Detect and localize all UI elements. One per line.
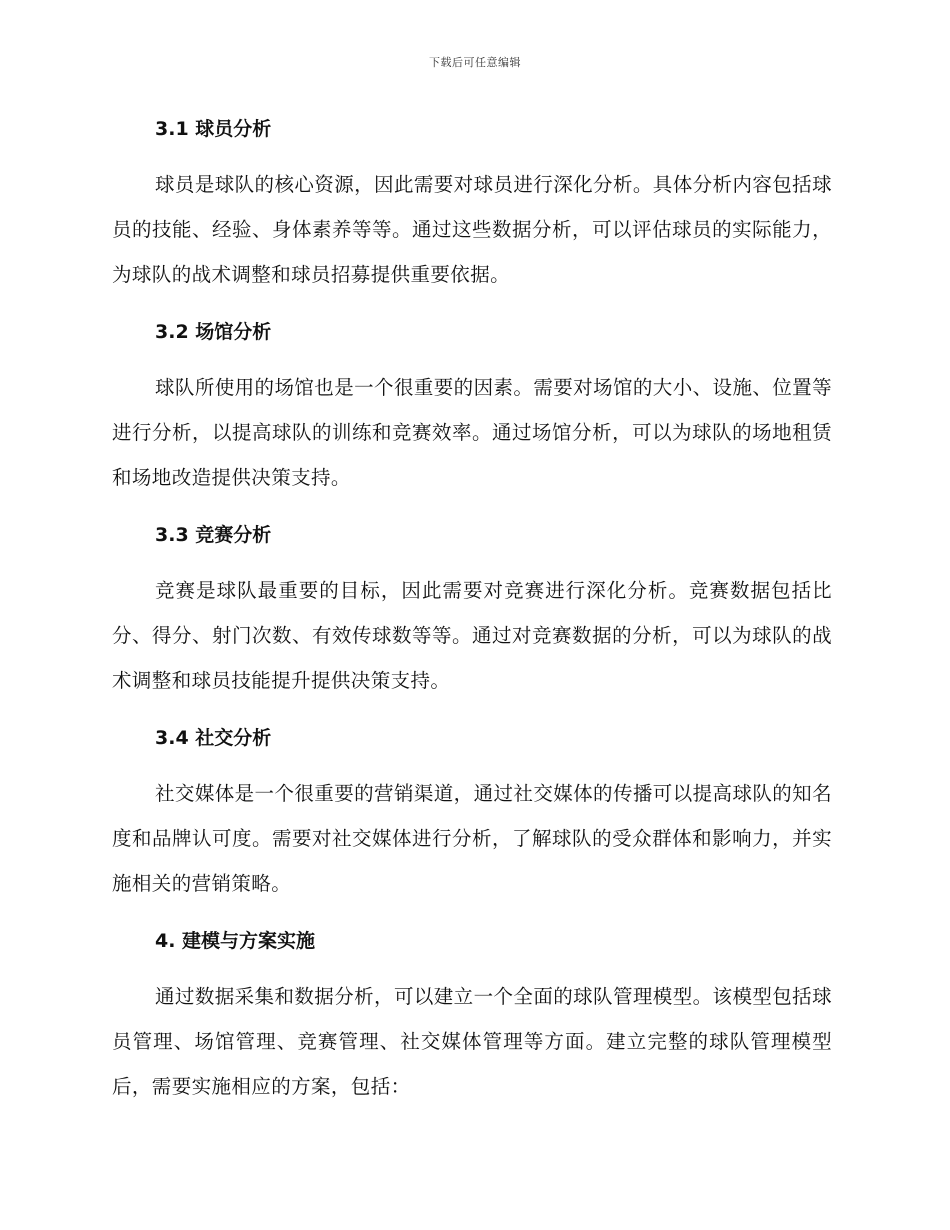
section-3-1 (112, 112, 832, 297)
document-body (112, 112, 832, 1109)
section-heading: 3.4 社交分析 (155, 727, 272, 749)
section-paragraph: 社交媒体是一个很重要的营销渠道，通过社交媒体的传播可以提高球队的知名度和品牌认可度。需要对社交媒体进行分析，了解球队的受众群体和影响力，并实施相关的营销策略。 (112, 782, 832, 895)
section-paragraph: 球队所使用的场馆也是一个很重要的因素。需要对场馆的大小、设施、位置等进行分析，以提高球队的训练和竞赛效率。通过场馆分析，可以为球队的场地租赁和场地改造提供决策支持。 (112, 376, 832, 489)
section-heading: 3.3 竞赛分析 (155, 524, 272, 546)
section-heading: 4. 建模与方案实施 (155, 930, 316, 952)
section-heading: 3.2 场馆分析 (155, 321, 272, 343)
section-heading: 3.1 球员分析 (155, 118, 272, 140)
section-3-4 (112, 721, 832, 906)
section-paragraph: 竞赛是球队最重要的目标，因此需要对竞赛进行深化分析。竞赛数据包括比分、得分、射门次数、有效传球数等等。通过对竞赛数据的分析，可以为球队的战术调整和球员技能提升提供决策支持。 (112, 579, 832, 692)
section-paragraph: 通过数据采集和数据分析，可以建立一个全面的球队管理模型。该模型包括球员管理、场馆管理、竞赛管理、社交媒体管理等方面。建立完整的球队管理模型后，需要实施相应的方案，包括： (112, 985, 832, 1098)
section-3-2 (112, 315, 832, 500)
section-3-3 (112, 518, 832, 703)
section-4 (112, 924, 832, 1109)
page-header-note: 下载后可任意编辑 (429, 56, 521, 69)
section-paragraph: 球员是球队的核心资源，因此需要对球员进行深化分析。具体分析内容包括球员的技能、经验、身体素养等等。通过这些数据分析，可以评估球员的实际能力，为球队的战术调整和球员招募提供重要依据。 (112, 173, 832, 286)
